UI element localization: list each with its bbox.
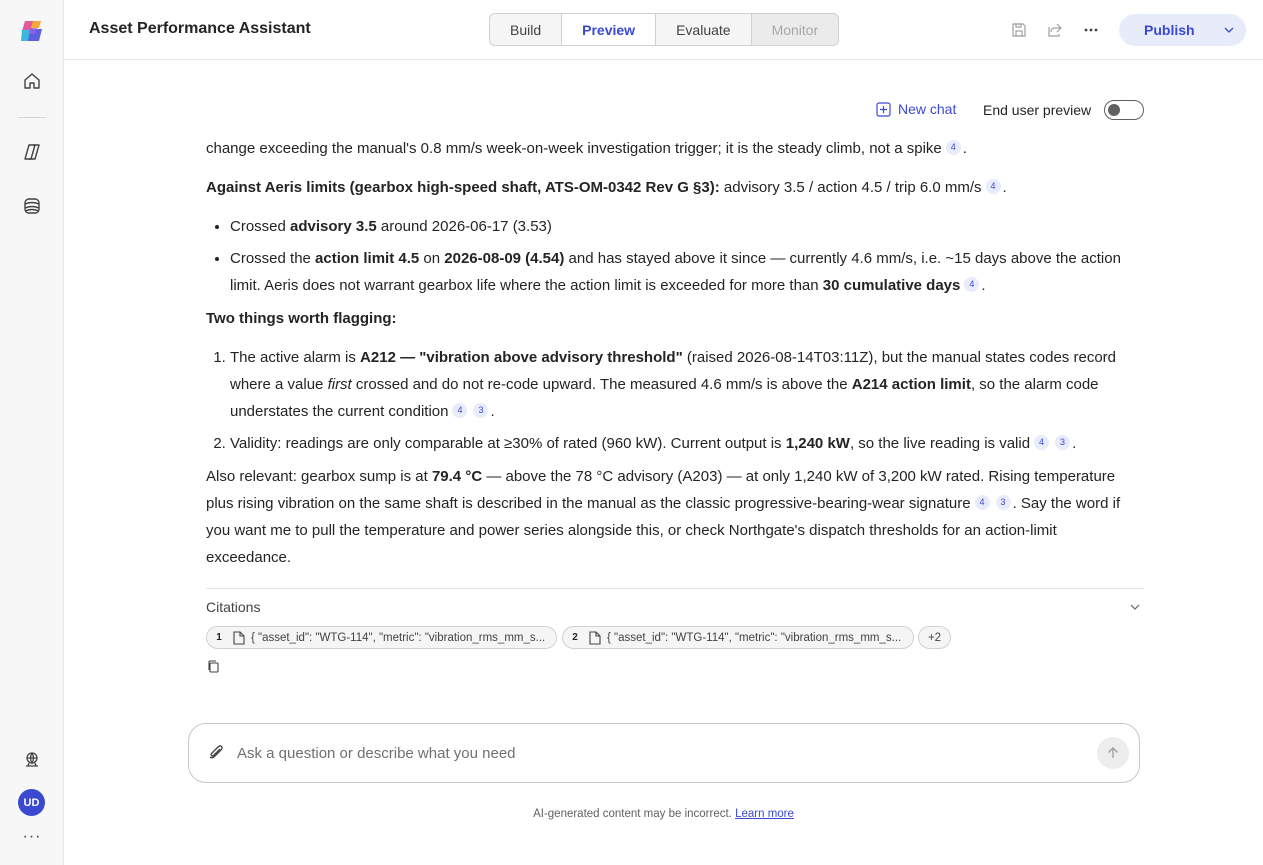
mode-tabs	[489, 13, 839, 46]
agents-icon[interactable]	[16, 136, 48, 168]
more-options-icon[interactable]: ···	[22, 828, 42, 845]
citation-marker[interactable]: 4	[946, 140, 961, 155]
home-icon[interactable]	[16, 65, 48, 97]
citation-number: 2	[572, 632, 578, 643]
copilot-logo-icon[interactable]	[16, 15, 48, 47]
citation-marker[interactable]: 4	[964, 277, 979, 292]
send-button[interactable]	[1097, 737, 1129, 769]
citation-marker[interactable]: 3	[1055, 435, 1070, 450]
list-item: • Crossed advisory 3.5 around 2026-06-17 (3.53)	[230, 213, 1146, 240]
limits-list	[230, 213, 1146, 299]
assistant-message	[206, 108, 1146, 578]
message-paragraph	[206, 135, 1146, 162]
flag-heading: Two things worth flagging:	[206, 310, 397, 327]
citation-marker[interactable]: 3	[473, 403, 488, 418]
learn-more-link[interactable]: Learn more	[735, 808, 794, 820]
avatar[interactable]: UD	[18, 789, 45, 816]
document-icon	[589, 631, 601, 645]
list-item: 2. Validity: readings are only comparable at ≥30% of rated (960 kW). Current output is 1,240 kW, so the live reading is valid 4 3 .	[230, 430, 1146, 457]
citation-marker[interactable]: 3	[996, 495, 1011, 510]
publish-button[interactable]	[1119, 14, 1246, 46]
end-user-preview-label: End user preview	[983, 102, 1092, 118]
punctuation: .	[1002, 179, 1007, 196]
tab-monitor: Monitor	[752, 14, 839, 45]
chat-input[interactable]	[237, 740, 1077, 766]
publish-label: Publish	[1144, 22, 1195, 38]
more-citations-button[interactable]: +2	[918, 626, 951, 649]
citation-marker[interactable]: 4	[452, 403, 467, 418]
citation-marker[interactable]: 4	[1034, 435, 1049, 450]
environment-icon[interactable]	[16, 744, 48, 776]
chevron-down-icon[interactable]	[1128, 600, 1142, 619]
document-icon	[233, 631, 245, 645]
list-item: 1. The active alarm is A212 — "vibration above advisory threshold" (raised 2026-08-14T03:11Z), but the manual states codes record where a value first crossed and do not re-code upward. The measured 4.6 mm/s is above the A214 action limit, so the alarm code understates the current condition 4 3 .	[230, 344, 1146, 425]
limits-paragraph	[206, 174, 1146, 201]
header	[64, 0, 1263, 60]
list-item: • Crossed the action limit 4.5 on 2026-08-09 (4.54) and has stayed above it since — currently 4.6 mm/s, i.e. ~15 days above the action limit. Aeris does not warrant gearbox life where the action limit is exceeded for more than 30 cumulative days 4 .	[230, 245, 1146, 299]
punctuation: .	[962, 140, 967, 157]
citation-chip-1[interactable]	[206, 626, 557, 649]
flag-list	[230, 344, 1146, 457]
copy-icon[interactable]	[207, 660, 221, 674]
more-actions-icon[interactable]	[1079, 18, 1103, 42]
paragraph-text: change exceeding the manual's 0.8 mm/s week-on-week investigation trigger; it is the steady climb, not a spike	[206, 140, 942, 157]
citations-divider	[206, 588, 1144, 589]
citation-marker[interactable]: 4	[986, 179, 1001, 194]
ai-disclaimer	[0, 808, 1263, 820]
limits-heading: Against Aeris limits (gearbox high-speed shaft, ATS-OM-0342 Rev G §3):	[206, 179, 720, 196]
tab-evaluate[interactable]: Evaluate	[656, 14, 751, 45]
page-title: Asset Performance Assistant	[89, 20, 311, 37]
chat-input-box	[188, 723, 1140, 783]
save-icon[interactable]	[1007, 18, 1031, 42]
citation-number: 1	[216, 632, 222, 643]
citation-text: { "asset_id": "WTG-114", "metric": "vibration_rms_mm_s...	[251, 631, 546, 644]
rail-divider	[18, 117, 46, 118]
left-rail	[0, 0, 64, 865]
citation-chip-2[interactable]	[562, 626, 914, 649]
attach-icon[interactable]	[207, 743, 225, 766]
arrow-up-icon	[1105, 745, 1121, 761]
tab-build[interactable]: Build	[490, 14, 562, 45]
citation-text: { "asset_id": "WTG-114", "metric": "vibration_rms_mm_s...	[607, 631, 902, 644]
limits-text: advisory 3.5 / action 4.5 / trip 6.0 mm/s	[719, 179, 982, 196]
citations-title: Citations	[206, 599, 261, 615]
library-icon[interactable]	[16, 190, 48, 222]
new-chat-label: New chat	[898, 101, 957, 117]
chevron-down-icon[interactable]	[1221, 22, 1237, 43]
share-icon[interactable]	[1043, 18, 1067, 42]
tab-preview[interactable]: Preview	[562, 14, 656, 45]
citation-marker[interactable]: 4	[975, 495, 990, 510]
also-relevant-paragraph: Also relevant: gearbox sump is at 79.4 °C — above the 78 °C advisory (A203) — at only 1,240 kW of 3,200 kW rated. Rising temperature plus rising vibration on the same shaft is described in the manual as the classic progressive-bearing-wear signature 4 3 . Say the word if you want me to pull the temperature and power series alongside this, or check Northgate's dispatch thresholds for an action-limit exceedance.	[206, 468, 1121, 566]
disclaimer-text: AI-generated content may be incorrect.	[533, 808, 732, 820]
